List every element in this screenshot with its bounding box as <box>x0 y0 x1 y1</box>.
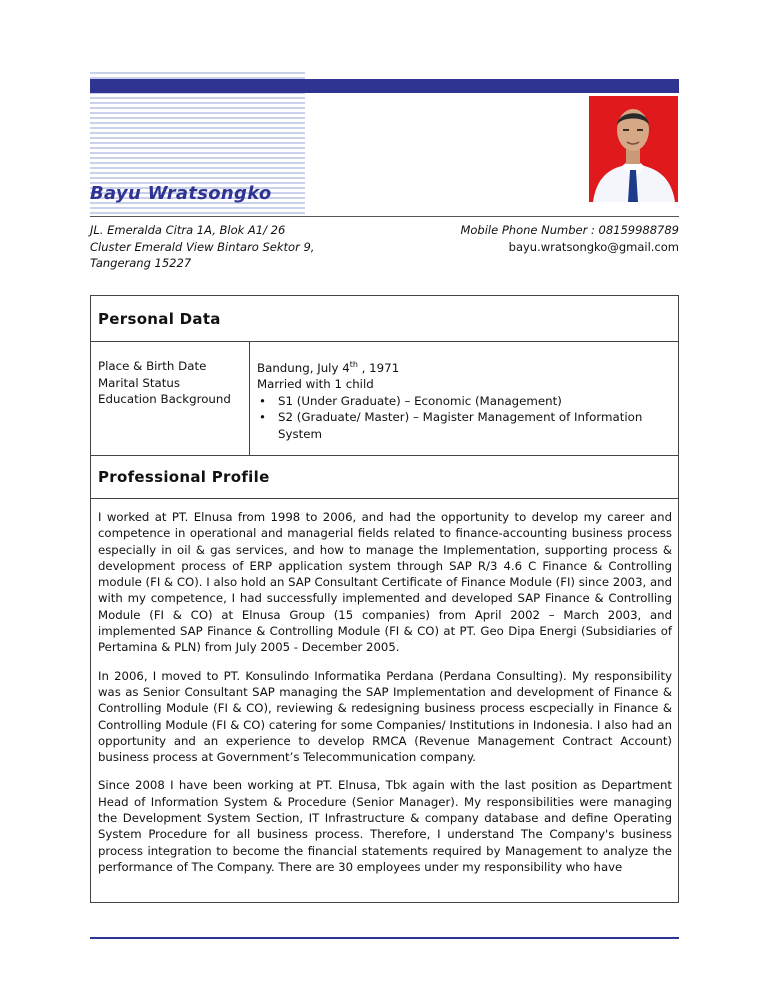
address-line: JL. Emeralda Citra 1A, Blok A1/ 26 <box>90 223 286 237</box>
birth-text: Bandung, July 4 <box>257 360 350 375</box>
address-line: Cluster Emerald View Bintaro Sektor 9, <box>90 239 315 254</box>
personal-data-values <box>250 342 678 455</box>
profile-paragraph: I worked at PT. Elnusa from 1998 to 2006, and had the opportunity to develop my career and competence in operational and managerial fields related to finance-accounting business process especially in oil & gas services, and how to manage the Implementation, supporting process & development process of ERP application system through SAP R/3 4.6 C Finance & Controlling module (FI & CO). I also hold an SAP Consultant Certificate of Finance Module (FI) since 2003, and with my competence, I had successfully implemented and developed SAP Finance & Controlling Module (FI & CO) at Elnusa Group (15 companies) from April 2002 – March 2003, and implemented SAP Finance & Controlling Module (FI & CO) at PT. Geo Dipa Energi (Subsidiaries of Pertamina & PLN) from July 2005 - December 2005. <box>98 510 672 655</box>
professional-profile-heading: Professional Profile <box>91 456 678 499</box>
label-education: Education Background <box>98 392 231 406</box>
personal-data-heading: Personal Data <box>91 296 678 342</box>
profile-paragraph: Since 2008 I have been working at PT. Elnusa, Tbk again with the last position as Department Head of Information System & Procedure (Senior Manager). My responsibilities were managing the Development System Section, IT Infrastructure & company database and define Operating System Procedure for all business process. Therefore, I understand The Company's business process integration to become the financial statements required by Management to analyze the performance of The Company. There are 30 employees under my responsibility who have <box>98 778 672 874</box>
address-line: Tangerang 15227 <box>90 256 192 270</box>
label-birth: Place & Birth Date <box>98 359 207 373</box>
personal-data-table <box>91 342 678 456</box>
value-marital: Married with 1 child <box>257 377 374 392</box>
person-portrait-icon <box>589 96 678 202</box>
education-item: • S2 (Graduate/ Master) – Magister Management of Information System <box>257 409 670 442</box>
professional-profile-body <box>91 499 678 875</box>
value-birth <box>257 357 670 376</box>
email-address: bayu.wratsongko@gmail.com <box>508 239 679 254</box>
birth-superscript: th <box>349 360 358 369</box>
education-list <box>257 393 670 443</box>
address-block <box>90 222 314 272</box>
applicant-name: Bayu Wratsongko <box>90 183 272 204</box>
education-item: • S1 (Under Graduate) – Economic (Management) <box>257 393 670 410</box>
personal-data-labels <box>91 342 250 455</box>
cv-content-frame <box>90 295 679 903</box>
profile-paragraph: In 2006, I moved to PT. Konsulindo Informatika Perdana (Perdana Consulting). My responsibility was as Senior Consultant SAP managing the SAP Implementation and development of Finance & Controlling Module (FI & CO), reviewing & redesigning business process escpecially in Finance & Controlling Module (FI & CO) catering for some Companies/ Institutions in Indonesia. I also had an opportunity and an experience to develop RMCA (Revenue Management Contract Account) business process at Government’s Telecommunication company. <box>98 668 672 765</box>
birth-year: , 1971 <box>357 360 400 375</box>
contact-block <box>460 222 679 255</box>
phone-number: Mobile Phone Number : 08159988789 <box>460 223 679 237</box>
label-marital: Marital Status <box>98 375 181 390</box>
divider <box>90 216 679 217</box>
profile-photo <box>589 96 678 202</box>
header-blue-bar <box>90 79 679 93</box>
footer-divider <box>90 937 679 939</box>
